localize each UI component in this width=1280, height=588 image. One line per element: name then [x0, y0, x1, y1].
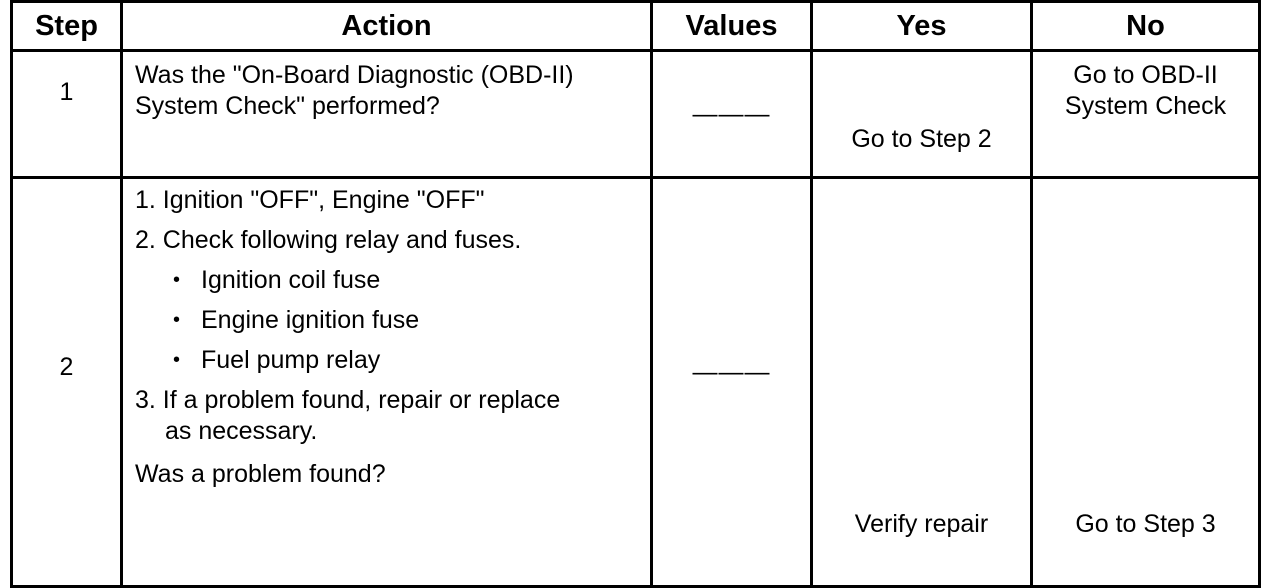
- diagnostic-sheet: [10, 0, 1258, 538]
- bullet-icon: •: [173, 269, 181, 291]
- no-cell: [1032, 51, 1260, 178]
- values-dashes: ———: [692, 357, 771, 386]
- step-number: 1: [12, 51, 122, 178]
- bullet-text: Ignition coil fuse: [201, 266, 381, 294]
- bullet-item: [135, 345, 640, 376]
- action-question: Was a problem found?: [135, 460, 386, 488]
- action-cell: [122, 51, 652, 178]
- action-cell: [122, 178, 652, 587]
- action-text: System Check" performed?: [135, 92, 440, 120]
- no-text: System Check: [1064, 92, 1227, 120]
- action-text: Was the "On-Board Diagnostic (OBD-II): [135, 61, 574, 89]
- values-cell: [652, 51, 812, 178]
- values-dashes: ———: [692, 99, 771, 128]
- values-cell: [652, 178, 812, 587]
- yes-text: Verify repair: [854, 510, 989, 538]
- yes-text: Go to Step 2: [851, 125, 992, 153]
- bullet-text: Engine ignition fuse: [201, 306, 420, 334]
- header-yes: Yes: [812, 2, 1032, 51]
- header-values: Values: [652, 2, 812, 51]
- header-action: Action: [122, 2, 652, 51]
- bullet-text: Fuel pump relay: [201, 346, 381, 374]
- bullet-icon: •: [173, 349, 181, 371]
- diagnostic-table: [10, 0, 1261, 588]
- table-row: [12, 178, 1260, 587]
- no-text: Go to Step 3: [1075, 510, 1216, 538]
- header-no: No: [1032, 2, 1260, 51]
- table-header-row: [12, 2, 1260, 51]
- yes-cell: [812, 178, 1032, 587]
- action-list-item: 1. Ignition "OFF", Engine "OFF": [135, 186, 485, 214]
- yes-cell: [812, 51, 1032, 178]
- no-text: Go to OBD-II: [1073, 61, 1218, 89]
- action-list-item: 2. Check following relay and fuses.: [135, 226, 522, 254]
- header-step: Step: [12, 2, 122, 51]
- bullet-item: [135, 265, 640, 296]
- table-row: [12, 51, 1260, 178]
- no-cell: [1032, 178, 1260, 587]
- action-list-item-continuation: as necessary.: [165, 417, 318, 445]
- bullet-icon: •: [173, 309, 181, 331]
- bullet-item: [135, 305, 640, 336]
- action-list-item: 3. If a problem found, repair or replace: [135, 386, 561, 414]
- step-number: 2: [12, 178, 122, 587]
